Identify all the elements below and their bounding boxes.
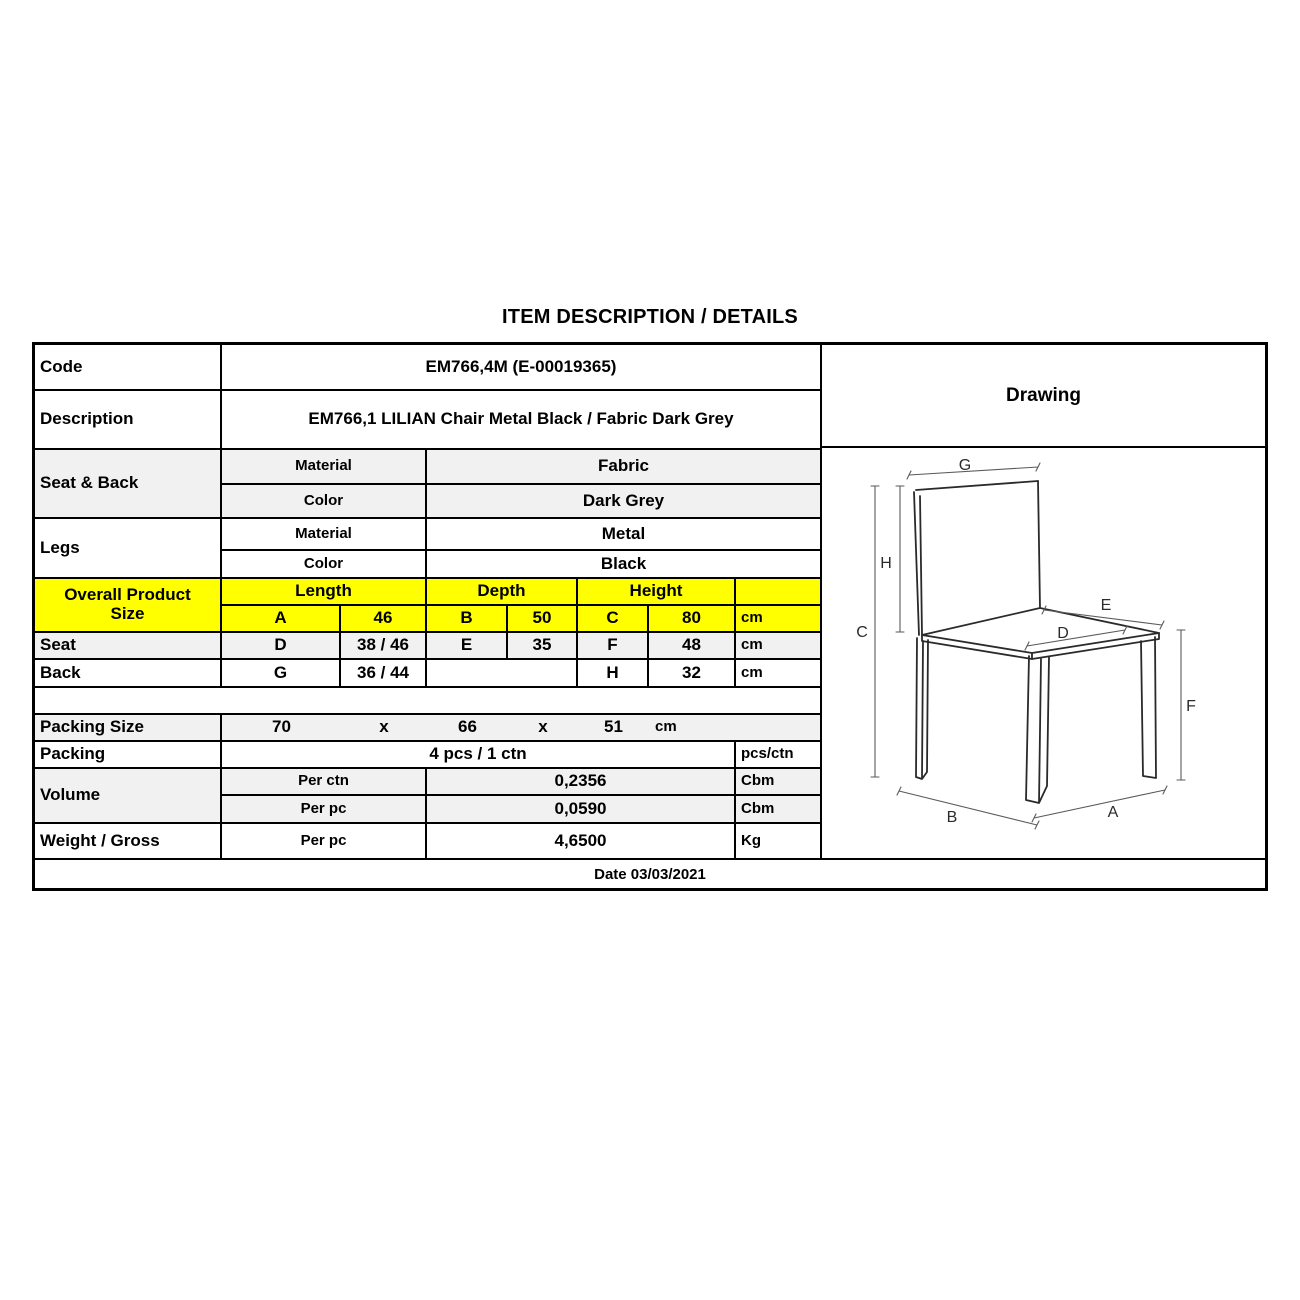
description-value: EM766,1 LILIAN Chair Metal Black / Fabric Dark Grey	[222, 391, 820, 448]
packing-size-values	[222, 715, 820, 740]
volume-per-pc-label: Per pc	[222, 796, 425, 822]
height-header: Height	[578, 579, 734, 604]
weight-unit: Kg	[736, 824, 820, 858]
dimension-line-g	[907, 463, 1040, 479]
packing-size-height: 51	[604, 717, 623, 737]
date-row: Date 03/03/2021	[35, 858, 1265, 888]
dimension-line-b	[897, 787, 1039, 829]
overall-size-label-line2: Size	[110, 604, 145, 623]
volume-label: Volume	[35, 769, 220, 822]
back-g-value: 36 / 44	[341, 660, 425, 686]
dim-label-d: D	[1057, 625, 1069, 642]
spec-grid	[35, 345, 820, 858]
overall-size-label	[35, 579, 220, 631]
chair-leg-right	[1141, 637, 1156, 778]
spec-table-upper	[35, 345, 1265, 858]
packing-size-unit: cm	[655, 718, 677, 736]
weight-label: Weight / Gross	[35, 824, 220, 858]
seat-f-value: 48	[649, 633, 734, 658]
dim-label-h: H	[880, 555, 892, 572]
packing-label: Packing	[35, 742, 220, 767]
chair-backrest-top	[916, 481, 1038, 490]
seat-unit: cm	[736, 633, 820, 658]
packing-size-sep2: x	[538, 717, 548, 737]
overall-b-key: B	[427, 606, 506, 631]
overall-c-value: 80	[649, 606, 734, 631]
seat-d-value: 38 / 46	[341, 633, 425, 658]
volume-per-ctn-label: Per ctn	[222, 769, 425, 794]
page-title: ITEM DESCRIPTION / DETAILS	[502, 306, 798, 328]
volume-per-ctn-value: 0,2356	[427, 769, 734, 794]
legs-material-label: Material	[222, 519, 425, 549]
overall-a-value: 46	[341, 606, 425, 631]
back-depth-empty	[427, 660, 576, 686]
packing-size-label: Packing Size	[35, 715, 220, 740]
seat-e-value: 35	[508, 633, 576, 658]
description-label: Description	[35, 391, 220, 448]
drawing-panel	[820, 345, 1265, 858]
back-h-value: 32	[649, 660, 734, 686]
seat-back-material-value: Fabric	[427, 450, 820, 483]
back-g-key: G	[222, 660, 339, 686]
length-header: Length	[222, 579, 425, 604]
volume-per-pc-unit: Cbm	[736, 796, 820, 822]
chair-backrest-left-outer	[914, 492, 919, 635]
chair-outline	[914, 481, 1159, 803]
overall-size-label-line1: Overall Product	[64, 585, 191, 605]
legs-color-value: Black	[427, 551, 820, 577]
chair-backrest-right	[1038, 481, 1040, 608]
code-label: Code	[35, 345, 220, 389]
dim-label-b: B	[946, 809, 958, 826]
overall-c-key: C	[578, 606, 647, 631]
dimension-line-h	[896, 486, 904, 632]
weight-per-pc-label: Per pc	[222, 824, 425, 858]
dim-label-a: A	[1107, 804, 1119, 821]
overall-b-value: 50	[508, 606, 576, 631]
seat-e-key: E	[427, 633, 506, 658]
packing-value: 4 pcs / 1 ctn	[222, 742, 734, 767]
dim-label-f: F	[1186, 698, 1196, 715]
dimension-line-f	[1177, 630, 1185, 780]
overall-a-key: A	[222, 606, 339, 631]
dim-label-e: E	[1100, 597, 1112, 614]
packing-unit: pcs/ctn	[736, 742, 820, 767]
back-label: Back	[35, 660, 220, 686]
seat-back-label: Seat & Back	[35, 450, 220, 517]
chair-leg-back-left	[916, 638, 928, 779]
spacer-row	[35, 688, 820, 713]
legs-color-label: Color	[222, 551, 425, 577]
chair-backrest-left-inner	[920, 496, 922, 635]
packing-size-width: 66	[458, 717, 477, 737]
chair-drawing	[822, 448, 1265, 856]
code-value: EM766,4M (E-00019365)	[222, 345, 820, 389]
seat-back-color-value: Dark Grey	[427, 485, 820, 517]
seat-back-color-label: Color	[222, 485, 425, 517]
chair-leg-front	[1026, 656, 1049, 803]
dimension-lines	[871, 463, 1185, 829]
legs-label: Legs	[35, 519, 220, 577]
seat-d-key: D	[222, 633, 339, 658]
packing-size-sep1: x	[379, 717, 389, 737]
drawing-title: Drawing	[822, 345, 1265, 448]
dimension-line-a	[1032, 786, 1167, 822]
overall-unit-header-empty	[736, 579, 820, 604]
back-h-key: H	[578, 660, 647, 686]
overall-unit: cm	[736, 606, 820, 631]
seat-label: Seat	[35, 633, 220, 658]
seat-f-key: F	[578, 633, 647, 658]
dimension-line-c	[871, 486, 879, 777]
seat-back-material-label: Material	[222, 450, 425, 483]
spec-table	[32, 342, 1268, 891]
volume-per-pc-value: 0,0590	[427, 796, 734, 822]
depth-header: Depth	[427, 579, 576, 604]
dim-label-c: C	[856, 624, 868, 641]
weight-value: 4,6500	[427, 824, 734, 858]
packing-size-length: 70	[272, 717, 291, 737]
volume-per-ctn-unit: Cbm	[736, 769, 820, 794]
legs-material-value: Metal	[427, 519, 820, 549]
dim-label-g: G	[958, 457, 972, 474]
back-unit: cm	[736, 660, 820, 686]
